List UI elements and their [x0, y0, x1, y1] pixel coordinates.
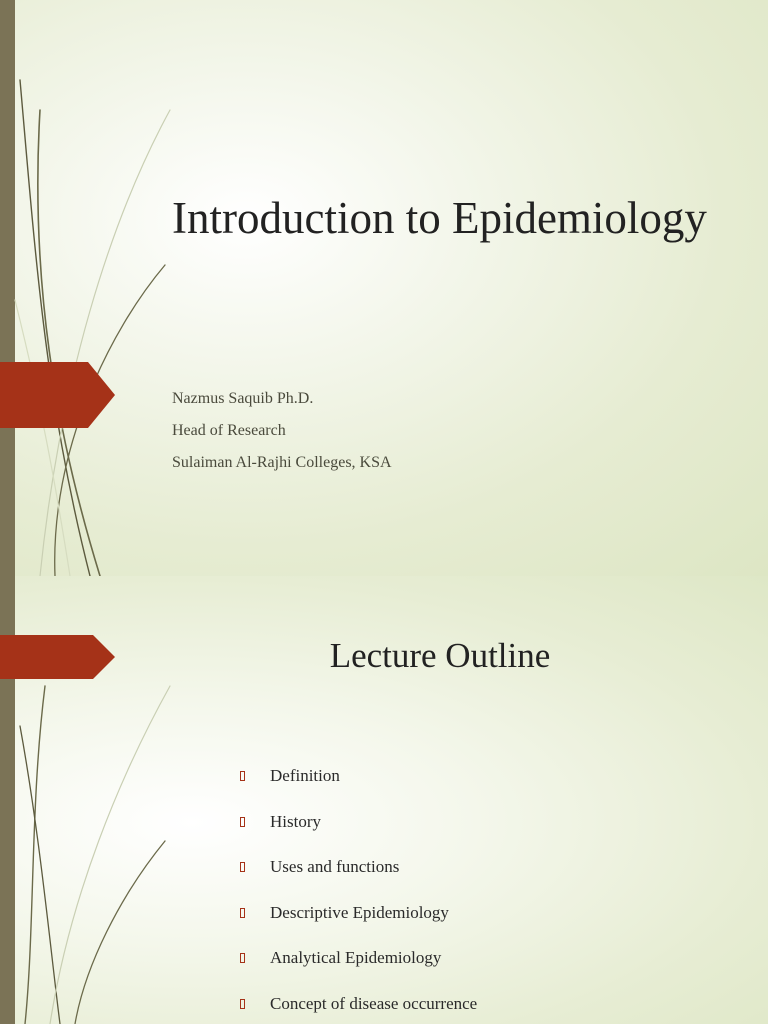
presenter-position: Head of Research [172, 422, 286, 439]
list-item-label: Analytical Epidemiology [270, 948, 442, 967]
decorative-swirl-icon [0, 0, 200, 576]
left-side-bar [0, 0, 15, 576]
list-item-label: Uses and functions [270, 857, 400, 876]
outline-title: Lecture Outline [329, 636, 551, 675]
presenter-institution: Sulaiman Al-Rajhi Colleges, KSA [172, 454, 392, 471]
hollow-square-bullet-icon [240, 908, 245, 918]
hollow-square-bullet-icon [240, 862, 245, 872]
hollow-square-bullet-icon [240, 953, 245, 963]
hollow-square-bullet-icon [240, 817, 245, 827]
hollow-square-bullet-icon [240, 771, 245, 781]
presentation-title: Introduction to Epidemiology [172, 193, 707, 243]
outline-slide [0, 576, 768, 1024]
arrow-tab-icon [0, 362, 115, 428]
presenter-info [172, 383, 392, 479]
list-item-label: Descriptive Epidemiology [270, 902, 449, 922]
list-item-label: History [270, 811, 321, 831]
presenter-name: Nazmus Saquib Ph.D. [172, 390, 314, 407]
hollow-square-bullet-icon [240, 999, 245, 1009]
list-item-label: Definition [270, 766, 340, 785]
list-item-label: Concept of disease occurrence [270, 993, 478, 1013]
